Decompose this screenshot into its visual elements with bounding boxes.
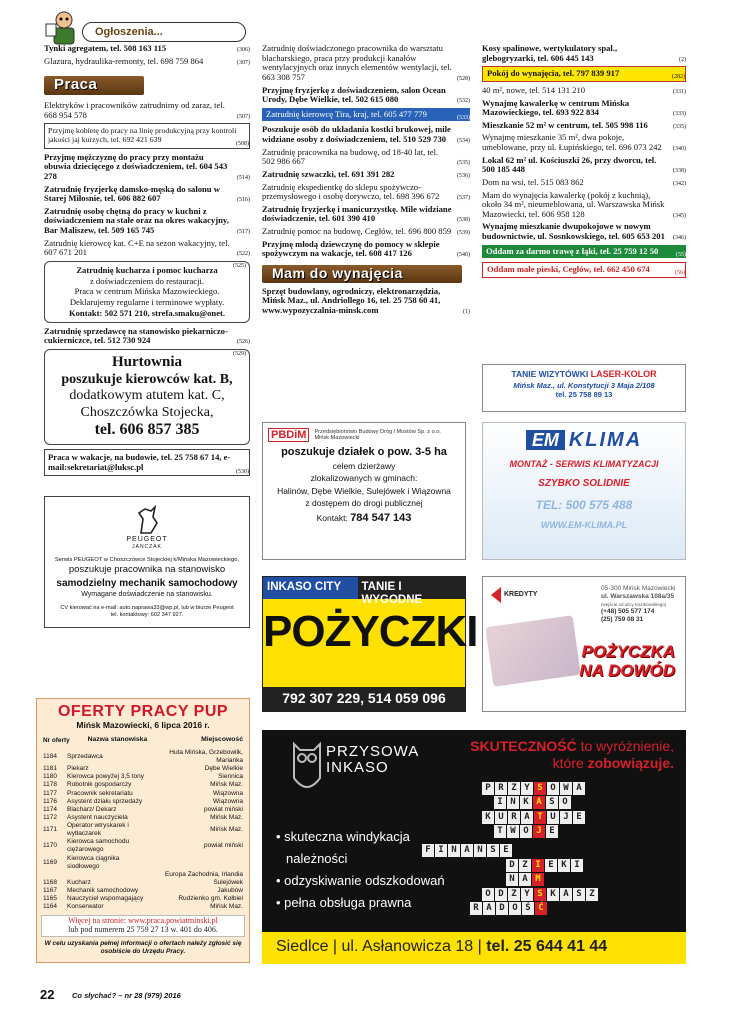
pup-title: OFERTY PRACY PUP xyxy=(57,703,229,720)
header-mascot-icon xyxy=(44,10,84,46)
table-row: 1180 Kierowca powyżej 3,5 tony Siennica xyxy=(43,773,243,781)
kredyty-arrow-icon xyxy=(491,587,501,603)
table-row: 1178 Robotnik gospodarczy Mińsk Maz. xyxy=(43,781,243,789)
section-mam-do-wynajecia: Mam do wynajęcia xyxy=(262,265,462,283)
ad-item: Mieszkanie 52 m² w centrum, tel. 505 998 116 (335) xyxy=(482,119,686,130)
table-row: 1168 Kucharz Sulejówek xyxy=(43,878,243,886)
ad-item: Zatrudnię szwaczki, tel. 691 391 282 (536) xyxy=(262,168,470,179)
pup-rows xyxy=(41,749,245,912)
ad-boxed: Przyjmę kobietę do pracy na linię produkcyjną przy kontroli jakości jaj kurzych, tel. 692 421 639 (508) xyxy=(44,123,250,148)
ad-item: Glazura, hydraulika-remonty, tel. 698 759 864 (307) xyxy=(44,55,250,66)
ad-item: Zatrudnię doświadczonego pracownika do warsztatu blacharskiego, praca przy produkcji kanałów wentylacyjnych oraz innych elementów wentylacji, tel. 663 308 757 (528) xyxy=(262,43,470,82)
pup-more-link[interactable]: Więcej na stronie: www.praca.powiatminski.pl xyxy=(68,916,218,926)
pbdim-logo: PBDiM xyxy=(268,428,309,442)
ad-kredyty: KREDYTY 05-300 Mińsk Mazowiecki ul. Warszawska 108a/35 (wejście od ulicy Kazikowskiego) (+48) 505 577 174 (25) 759 08 31 POŻYCZKA NA DOWÓD xyxy=(482,576,686,712)
ad-pbdim: PBDiM Przedsiębiorstwo Budowy Dróg i Mostów Sp. z o.o. Mińsk Mazowiecki poszukuje działek o pow. 3-5 ha celem dzierżawy zlokalizowanych w gminach: Halinów, Dębe Wielkie, Sulejówek i Wiązowna z dostępem do drogi publicznej Kontakt: 784 547 143 xyxy=(262,422,466,560)
id-card-image xyxy=(485,615,580,687)
ad-item: Sprzęt budowlany, ogrodniczy, elektronarzędzia, Mińsk Maz., ul. Andriollego 16, tel. 25 758 60 41, www.wypozyczalnia-minsk.com (1) xyxy=(262,285,470,315)
crossword-word: O D Z Y S K A S Z xyxy=(482,888,599,901)
bullet-item: • skuteczna windykacja xyxy=(276,829,410,844)
ad-item: 40 m², nowe, tel. 514 131 210 (331) xyxy=(482,84,686,95)
ad-item: Dom na wsi, tel. 515 083 862 (342) xyxy=(482,176,686,187)
ad-item: Przyjmę mężczyznę do pracy przy montażu obuwia dziecięcego z doświadczeniem, tel. 604 543 278 (514) xyxy=(44,151,250,181)
ad-kucharz: (525) Zatrudnię kucharza i pomoc kucharza z doświadczeniem do restauracji. Praca w centrum Mińska Mazowieckiego. Deklarujemy regularne i terminowe wypłaty. Kontakt: 502 571 210, strefa.smaku@onet. xyxy=(44,261,250,323)
ad-green: Oddam za darmo trawę z łąki, tel. 25 759 12 50 (55) xyxy=(482,245,686,259)
column-1 xyxy=(44,44,250,632)
ad-yellow: Pokój do wynajęcia, tel. 797 839 917 (282) xyxy=(482,66,686,82)
pup-subtitle: Mińsk Mazowiecki, 6 lipca 2016 r. xyxy=(76,719,210,730)
table-row: 1172 Asystent nauczyciela Mińsk Maz. xyxy=(43,813,243,821)
section-header-bar xyxy=(82,22,246,42)
crossword xyxy=(422,782,682,912)
ad-item: Zatrudnię ekspedientkę do sklepu spożywczo-przemysłowego i osobę dorywczo, tel. 698 396 672 (537) xyxy=(262,181,470,202)
column-3 xyxy=(482,44,686,282)
ad-wizytowki: TANIE WIZYTÓWKI LASER-KOLOR Mińsk Maz., ul. Konstytucji 3 Maja 2/108 tel. 25 758 89 13 xyxy=(482,364,686,412)
bullet-item: • pełna obsługa prawna xyxy=(276,895,412,911)
ad-item: Zatrudnię fryzjerkę i manicurzystkę. Mile widziane doświadczenie, tel. 601 390 410 (538) xyxy=(262,203,470,224)
table-row: 1176 Asystent działu sprzedaży Wiązowna xyxy=(43,797,243,805)
column-2 xyxy=(262,44,470,318)
ad-przysowa: PRZYSOWA INKASO SKUTECZNOŚĆ to wyróżnienie, które zobowiązuje. P R Z Y S O W A I N K A S O K U R A T U J E T W O J E F I N A N S E D Z I E K I N A M O D Z Y S K A S Z R A D O Ś Ć • skuteczna windykacja należności • odzyskiwanie odszkodowań • pełna obsługa prawna Siedlce | ul. Asłanowicza 18 | tel. 25 644 41 44 xyxy=(262,730,686,964)
ad-item: Poszukuje osób do układania kostki brukowej, mile widziane osoby z doświadczeniem, tel. 510 529 730 (534) xyxy=(262,124,470,144)
table-row: 1177 Pracownik sekretariatu Wiązowna xyxy=(43,789,243,797)
section-praca: Praca xyxy=(44,76,144,95)
table-row: 1170 Kierowca samochodu ciężarowego powiat miński xyxy=(43,838,243,854)
ad-item: Zatrudnię pracownika na budowę, od 18-40 lat, tel. 502 986 667 (535) xyxy=(262,146,470,167)
ad-blue: Zatrudnię kierowcę Tira, kraj, tel. 605 477 779 (533) xyxy=(262,108,470,122)
table-row: 1165 Nauczyciel wspomagający Rudzienko gm. Kołbiel xyxy=(43,895,243,903)
bullet-item: • odzyskiwanie odszkodowań xyxy=(276,873,445,889)
ad-item: Przyjmę młodą dziewczynę do pomocy w sklepie spożywczym na wakacje, tel. 608 417 126 (540) xyxy=(262,238,470,259)
ad-inkaso-city: INKASO CITY TANIE I WYGODNE POŻYCZKI 792 307 229, 514 059 096 xyxy=(262,576,466,712)
table-row: 1169 Kierowca ciągnika siodłowego xyxy=(43,854,120,870)
em-logo: EM xyxy=(526,430,565,450)
table-row: Europa Zachodnia, Irlandia xyxy=(164,870,243,878)
ad-item: Przyjmę fryzjerkę z doświadczeniem, salon Ocean Urody, Dębe Wielkie, tel. 502 615 080 (532) xyxy=(262,84,470,105)
crossword-word: I N K A S O xyxy=(494,796,572,809)
table-row: 1184 Sprzedawca Huta Mińska, Grzebowilk, Marianka xyxy=(43,748,243,765)
table-row: 1174 Blacharz/ Dekarz powiat miński xyxy=(43,805,243,813)
owl-icon xyxy=(288,738,326,796)
ad-item: Zatrudnię osobę chętną do pracy w kuchni z doświadczeniem na stałe oraz na okres wakacyjny, Bar Maliszew, tel. 509 165 745 (517) xyxy=(44,205,250,236)
ad-item: Wynajmę kawalerkę w centrum Mińska Mazowieckiego, tel. 693 922 834 (333) xyxy=(482,97,686,118)
ad-item: Tynki agregatem, tel. 508 163 115 (306) xyxy=(44,43,250,53)
ad-item: Zatrudnię fryzjerkę damsko-męską do salonu w Starej Miłosnie, tel. 606 882 607 (516) xyxy=(44,183,250,204)
page-number: 22 xyxy=(40,987,55,1002)
crossword-word: K U R A T U J E xyxy=(482,811,586,824)
ad-item: Elektryków i pracowników zatrudnimy od zaraz, tel. 668 954 578 (507) xyxy=(44,100,250,120)
ad-em-klima: EM KLIMA MONTAŻ - SERWIS KLIMATYZACJI SZYBKO SOLIDNIE TEL: 500 575 488 WWW.EM-KLIMA.PL xyxy=(482,422,686,560)
page-title: Ogłoszenia... xyxy=(95,26,163,38)
crossword-word: D Z I E K I xyxy=(506,859,584,872)
ad-hurtownia: (529) Hurtownia poszukuje kierowców kat. B, dodatkowym atutem kat. C, Choszczówka Stojecka, tel. 606 857 385 xyxy=(44,349,250,445)
ad-item: Lokal 62 m² ul. Kościuszki 26, przy dworcu, tel. 500 185 448 (338) xyxy=(482,154,686,175)
ad-peugeot: PEUGEOT JANCZAK Serwis PEUGEOT w Choszczówce Stojeckiej k/Mińska Mazowieckiego, poszukuje pracownika na stanowisko samodzielny mechanik samochodowy Wymagane doświadczenie na stanowisku. CV kierować na e-mail: auto.naprawa33@wp.pl, lub w biurze Peugeot tel. kontaktowy: 602 347 927. xyxy=(44,496,250,628)
ad-item: Zatrudnię pomoc na budowę, Cegłów, tel. 696 800 859 (539) xyxy=(262,226,470,236)
ad-item: Wynajmę mieszkanie 35 m², dwa pokoje, umeblowane, przy ul. Łupińskiego, tel. 696 073 242 (340) xyxy=(482,132,686,152)
ad-item: Wynajmę mieszkanie dwupokojowe w nowym budownictwie, ul. Sosnkowskiego, tel. 605 653 201 (346) xyxy=(482,221,686,241)
table-row: 1167 Mechanik samochodowy Jakubów xyxy=(43,887,243,895)
crossword-word: P R Z Y S O W A xyxy=(482,782,586,795)
ad-item: Mam do wynajęcia kawalerkę (pokój z kuchnią), około 34 m², nieumeblowana, ul. Warszawska Mińsk Mazowiecki, tel. 606 958 128 (345) xyxy=(482,189,686,219)
pup-table: Nr oferty Nazwa stanowiska Miejscowość xyxy=(43,736,243,744)
ad-red: Oddam małe pieski, Cegłów, tel. 662 450 674 (56) xyxy=(482,262,686,278)
pup-offers-box: OFERTY PRACY PUP Mińsk Mazowiecki, 6 lipca 2016 r. Nr oferty Nazwa stanowiska Miejscowość 1184 Sprzedawca Huta Mińska, Grzebowilk, Marianka 1181 Piekarz Dębe Wielkie 1180 Kierowca powyżej 3,5 tony Siennica 1178 Robotnik gospodarczy Mińsk Maz. 1177 Pracownik sekretariatu Wiązowna 1176 Asystent działu sprzedaży Wiązowna 1174 Blacharz/ Dekarz powiat miński 1172 Asystent nauczyciela Mińsk Maz. 1171 Operator wtryskarek i wytłaczarek Mińsk Maz. 1170 Kierowca samochodu ciężarowego powiat miński 1169 Kierowca ciągnika siodłowego Europa Zachodnia, Irlandia 1168 Kucharz Sulejówek 1167 Mechanik samochodowy Jakubów 1165 Nauczyciel wspomagający Rudzienko gm. Kołbiel 1164 Konserwator Mińsk Maz. Więcej na stronie: www.praca.powiatminski.pl lub pod numerem 25 759 27 13 w. 401 do 406. W celu uzyskania pełnej informacji o ofertach należy zgłosić się osobiście do Urzędu Pracy. xyxy=(36,698,250,963)
crossword-word: N A M xyxy=(506,873,545,886)
peugeot-lion-icon xyxy=(133,505,161,535)
ad-item: Zatrudnię kierowcę kat. C+E na sezon wakacyjny, tel. 607 671 201 (522) xyxy=(44,237,250,258)
table-row: 1164 Konserwator Mińsk Maz. xyxy=(43,903,243,911)
ad-wakacje: Praca w wakacje, na budowie, tel. 25 758 67 14, e-mail:sekretariat@luksc.pl (530) xyxy=(44,449,250,476)
ad-item: Zatrudnię sprzedawcę na stanowisko piekarniczo-cukierniczce, tel. 512 730 924 (526) xyxy=(44,325,250,346)
table-row: 1181 Piekarz Dębe Wielkie xyxy=(43,765,243,773)
ad-item: Kosy spalinowe, wertykulatory spal., glebogryzarki, tel. 606 445 143 (2) xyxy=(482,43,686,63)
crossword-word: R A D O Ś Ć xyxy=(470,902,548,915)
footer-text: Co słychać? – nr 28 (979) 2016 xyxy=(72,991,181,1000)
bullet-item: należności xyxy=(286,851,348,867)
crossword-word: T W O J E xyxy=(494,825,559,838)
table-row: 1171 Operator wtryskarek i wytłaczarek Mińsk Maz. xyxy=(43,822,243,838)
crossword-word: F I N A N S E xyxy=(422,844,513,857)
